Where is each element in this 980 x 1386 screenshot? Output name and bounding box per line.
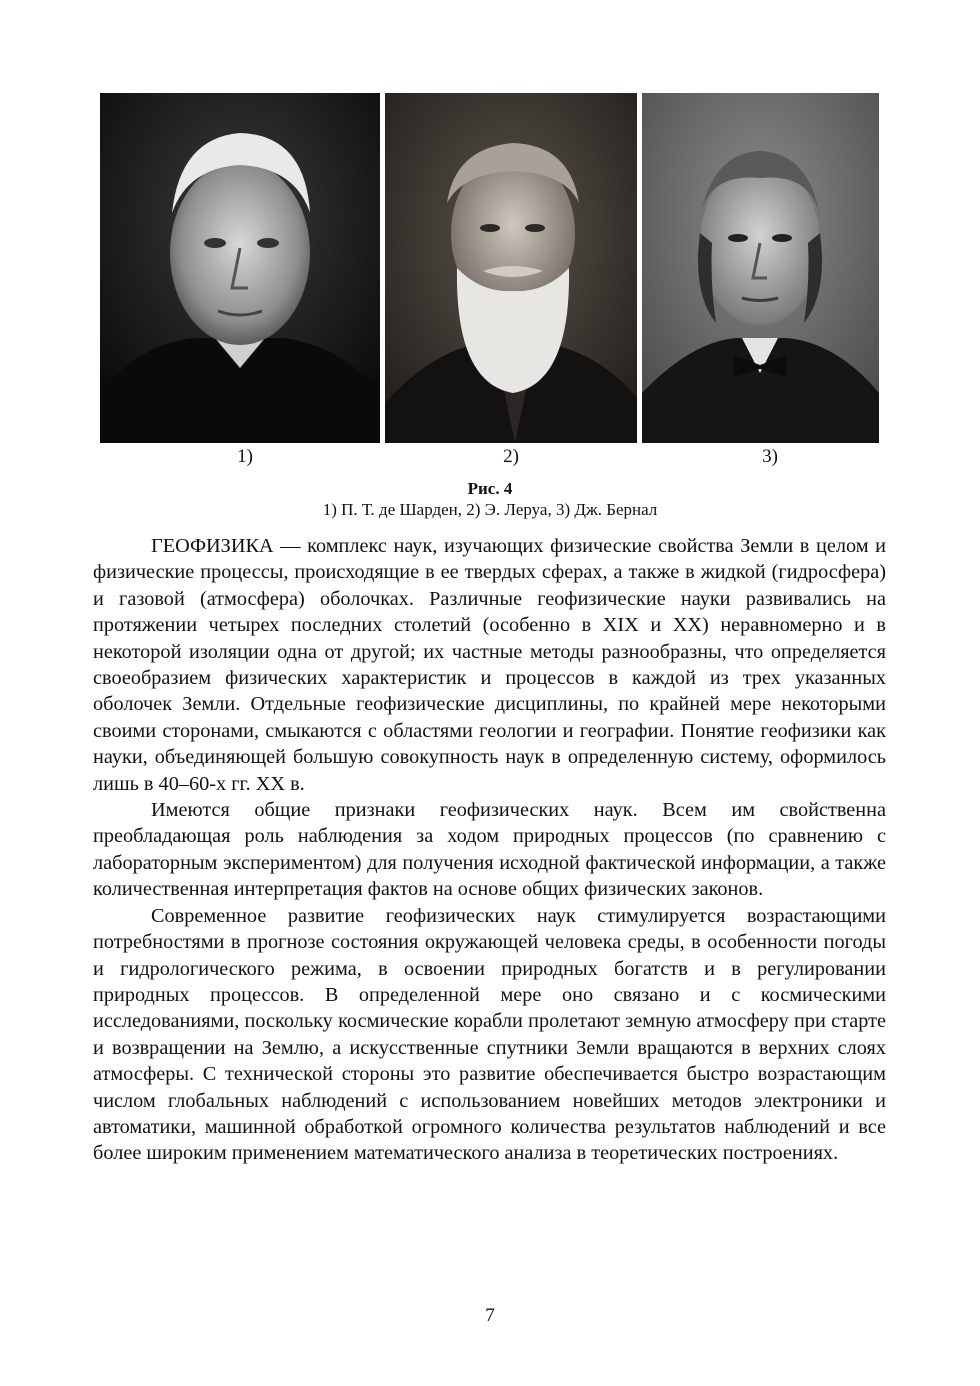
paragraph-2: Имеются общие признаки геофизических наук. Всем им свойственна преобладающая роль наблюдения за ходом природных процессов (по сравнению с лабораторным экспериментом) для получения исходной фактической информации, а также количественная интерпретация фактов на основе общих физических законов. xyxy=(93,799,886,901)
page-number: 7 xyxy=(485,1305,495,1326)
body-text xyxy=(93,533,886,1167)
photo-number-2: 2) xyxy=(503,446,519,467)
figure-caption: 1) П. Т. де Шарден, 2) Э. Леруа, 3) Дж. Бернал xyxy=(322,500,658,519)
photo-number-1: 1) xyxy=(237,446,253,467)
paragraph-1: ГЕОФИЗИКА — комплекс наук, изучающих физические свойства Земли в целом и физические процессы, происходящие в ее твердых сферах, а также в жидкой (гидросфера) и газовой (атмосфера) оболочках. Различные геофизические науки развивались на протяжении четырех последних столетий (особенно в XIX и XX) неравномерно и в некоторой изоляции одна от другой; их частные методы разнообразны, что определяется своеобразием физических характеристик и процессов в каждой из трех указанных оболочек Земли. Отдельные геофизические дисциплины, по крайней мере некоторыми своими сторонами, смыкаются с областями геологии и географии. Понятие геофизики как науки, объединяющей большую совокупность наук в определенную систему, оформилось лишь в 40–60-х гг. XX в. xyxy=(93,535,886,795)
photo-number-3: 3) xyxy=(762,446,778,467)
portrait-photo-1 xyxy=(100,93,380,443)
portrait-photo-3 xyxy=(642,93,879,443)
portrait-photo-2 xyxy=(385,93,637,443)
paragraph-3: Современное развитие геофизических наук стимулируется возрастающими потребностями в прогнозе состояния окружающей человека среды, в особенности погоды и гидрологического режима, в освоении природных богатств и в регулировании природных процессов. В определенной мере оно связано и с космическими исследованиями, поскольку космические корабли пролетают земную атмосферу при старте и возвращении на Землю, а искусственные спутники Земли вращаются в верхних слоях атмосферы. С технической стороны это развитие обеспечивается быстро возрастающим числом глобальных наблюдений с использованием новейших методов электроники и автоматики, машинной обработкой огромного количества результатов наблюдений и все более широким применением математического анализа в теоретических построениях. xyxy=(93,904,886,1165)
figure-title: Рис. 4 xyxy=(467,479,513,498)
